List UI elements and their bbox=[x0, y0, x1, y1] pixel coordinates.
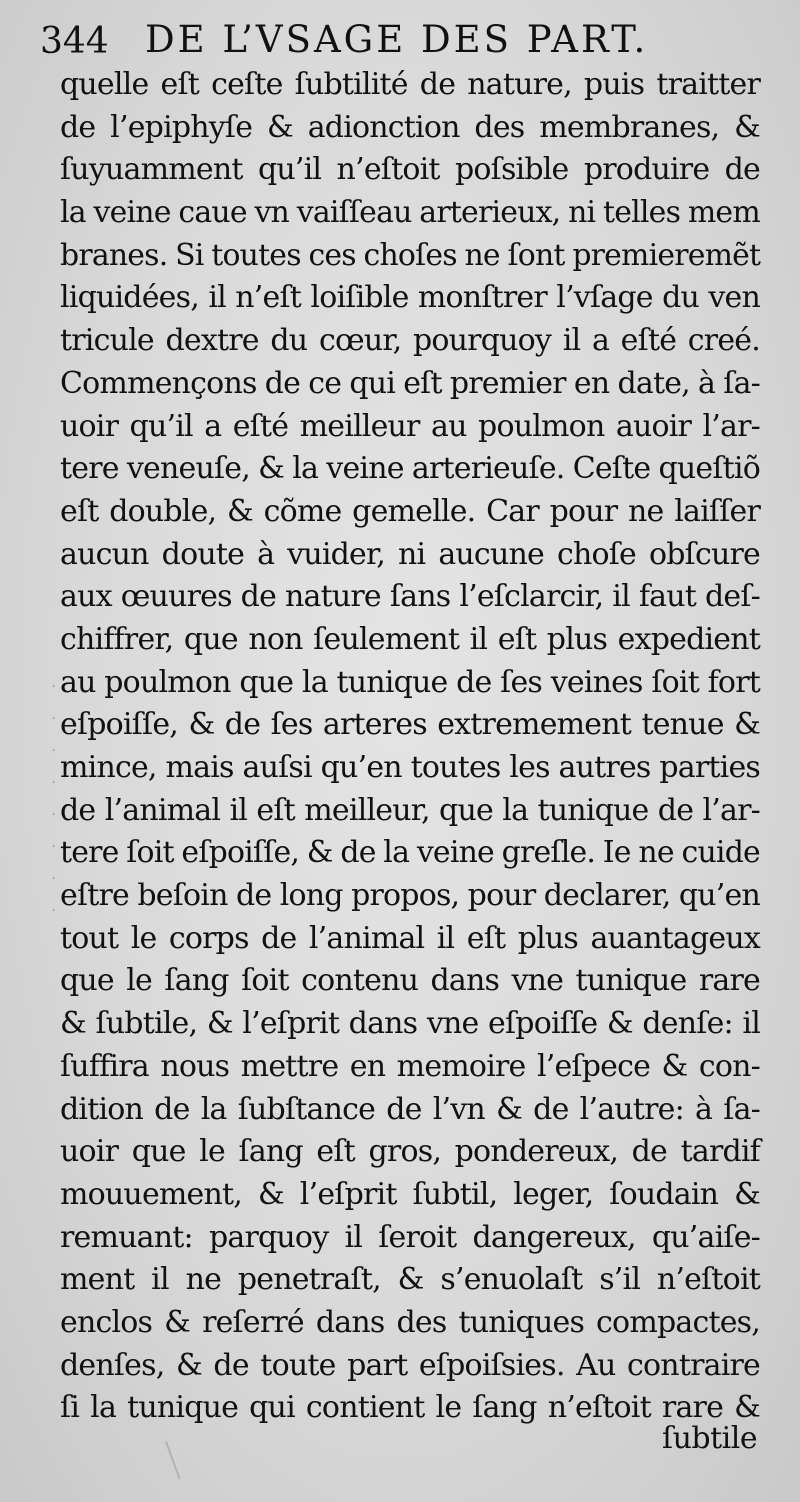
text-line: de l’epiphyſe & adionction des membranes, & bbox=[60, 109, 760, 145]
text-line: tere ſoit eſpoiſſe, & de la veine greſle. Ie ne cuide bbox=[60, 835, 760, 871]
text-line: mouuement, & l’eſprit ſubtil, leger, ſoudain & bbox=[60, 1176, 760, 1212]
page-number: 344 bbox=[40, 21, 109, 62]
show-through-mark: · bbox=[51, 805, 56, 823]
text-line: remuant: parquoy il ſeroit dangereux, qu’aiſe- bbox=[60, 1219, 760, 1255]
text-line: denſes, & de toute part eſpoiſsies. Au contraire bbox=[60, 1347, 760, 1383]
text-line: chiffrer, que non ſeulement il eſt plus expedient bbox=[60, 621, 760, 657]
text-line: aucun doute à vuider, ni aucune choſe obſcure bbox=[60, 536, 760, 572]
text-line: branes. Si toutes ces choſes ne ſont premieremẽt bbox=[60, 237, 761, 273]
body-text bbox=[60, 64, 760, 1430]
text-line: tere veneuſe, & la veine arterieuſe. Ceſte queſtiõ bbox=[60, 451, 760, 487]
text-line: ſi la tunique qui contient le ſang n’eſtoit rare & bbox=[60, 1390, 760, 1426]
show-through-mark: · bbox=[51, 901, 56, 919]
text-line: & ſubtile, & l’eſprit dans vne eſpoiſſe & denſe: il bbox=[60, 1006, 760, 1042]
text-line: la veine caue vn vaiſſeau arterieux, ni telles mem bbox=[60, 195, 760, 231]
text-line: liquidées, il n’eſt loiſible monſtrer l’vſage du ven bbox=[60, 280, 760, 316]
text-line: quelle eſt ceſte ſubtilité de nature, puis traitter bbox=[60, 67, 760, 102]
text-line: eſpoiſſe, & de ſes arteres extremement tenue & bbox=[60, 707, 760, 743]
text-line: ment il ne penetraſt, & s’enuolaſt s’il n’eſtoit bbox=[60, 1262, 760, 1298]
page-header bbox=[40, 14, 760, 64]
text-line: uoir qu’il a eſté meilleur au poulmon auoir l’ar- bbox=[60, 408, 760, 444]
text-line: de l’animal il eſt meilleur, que la tunique de l’ar- bbox=[60, 792, 760, 828]
text-line: que le ſang ſoit contenu dans vne tunique rare bbox=[60, 963, 760, 999]
show-through-mark: · bbox=[51, 773, 56, 791]
text-line: tout le corps de l’animal il eſt plus auantageux bbox=[60, 920, 760, 956]
show-through-mark: · bbox=[51, 709, 56, 727]
text-line: tricule dextre du cœur, pourquoy il a eſté creé. bbox=[60, 323, 760, 359]
text-line: eſt double, & cõme gemelle. Car pour ne laiſſer bbox=[60, 493, 760, 529]
text-line: eſtre beſoin de long propos, pour declarer, qu’en bbox=[60, 878, 760, 914]
text-line: Commençons de ce qui eſt premier en date, à ſa- bbox=[60, 365, 760, 401]
text-line: ſuffira nous mettre en memoire l’eſpece & con- bbox=[60, 1048, 760, 1084]
catchword: ſubtile bbox=[662, 1421, 758, 1456]
text-line: ſuyuamment qu’il n’eſtoit poſsible produire de bbox=[60, 152, 760, 188]
text-line: uoir que le ſang eſt gros, pondereux, de tardif bbox=[60, 1134, 760, 1170]
text-line: mince, mais auſsi qu’en toutes les autres parties bbox=[60, 750, 760, 785]
show-through-mark: · bbox=[51, 869, 56, 887]
running-title: DE L’VSAGE DES PART. bbox=[145, 18, 649, 61]
text-line: aux œuures de nature ſans l’eſclarcir, il faut deſ- bbox=[60, 579, 760, 615]
show-through-mark: · bbox=[51, 837, 56, 855]
text-line: dition de la ſubſtance de l’vn & de l’autre: à ſa- bbox=[60, 1091, 760, 1127]
show-through-margin bbox=[0, 670, 60, 960]
text-line: enclos & reſerré dans des tuniques compactes, bbox=[60, 1304, 760, 1340]
show-through-mark: · bbox=[51, 741, 56, 759]
show-through-mark: · bbox=[51, 677, 56, 695]
text-line: au poulmon que la tunique de ſes veines ſoit fort bbox=[60, 664, 760, 700]
